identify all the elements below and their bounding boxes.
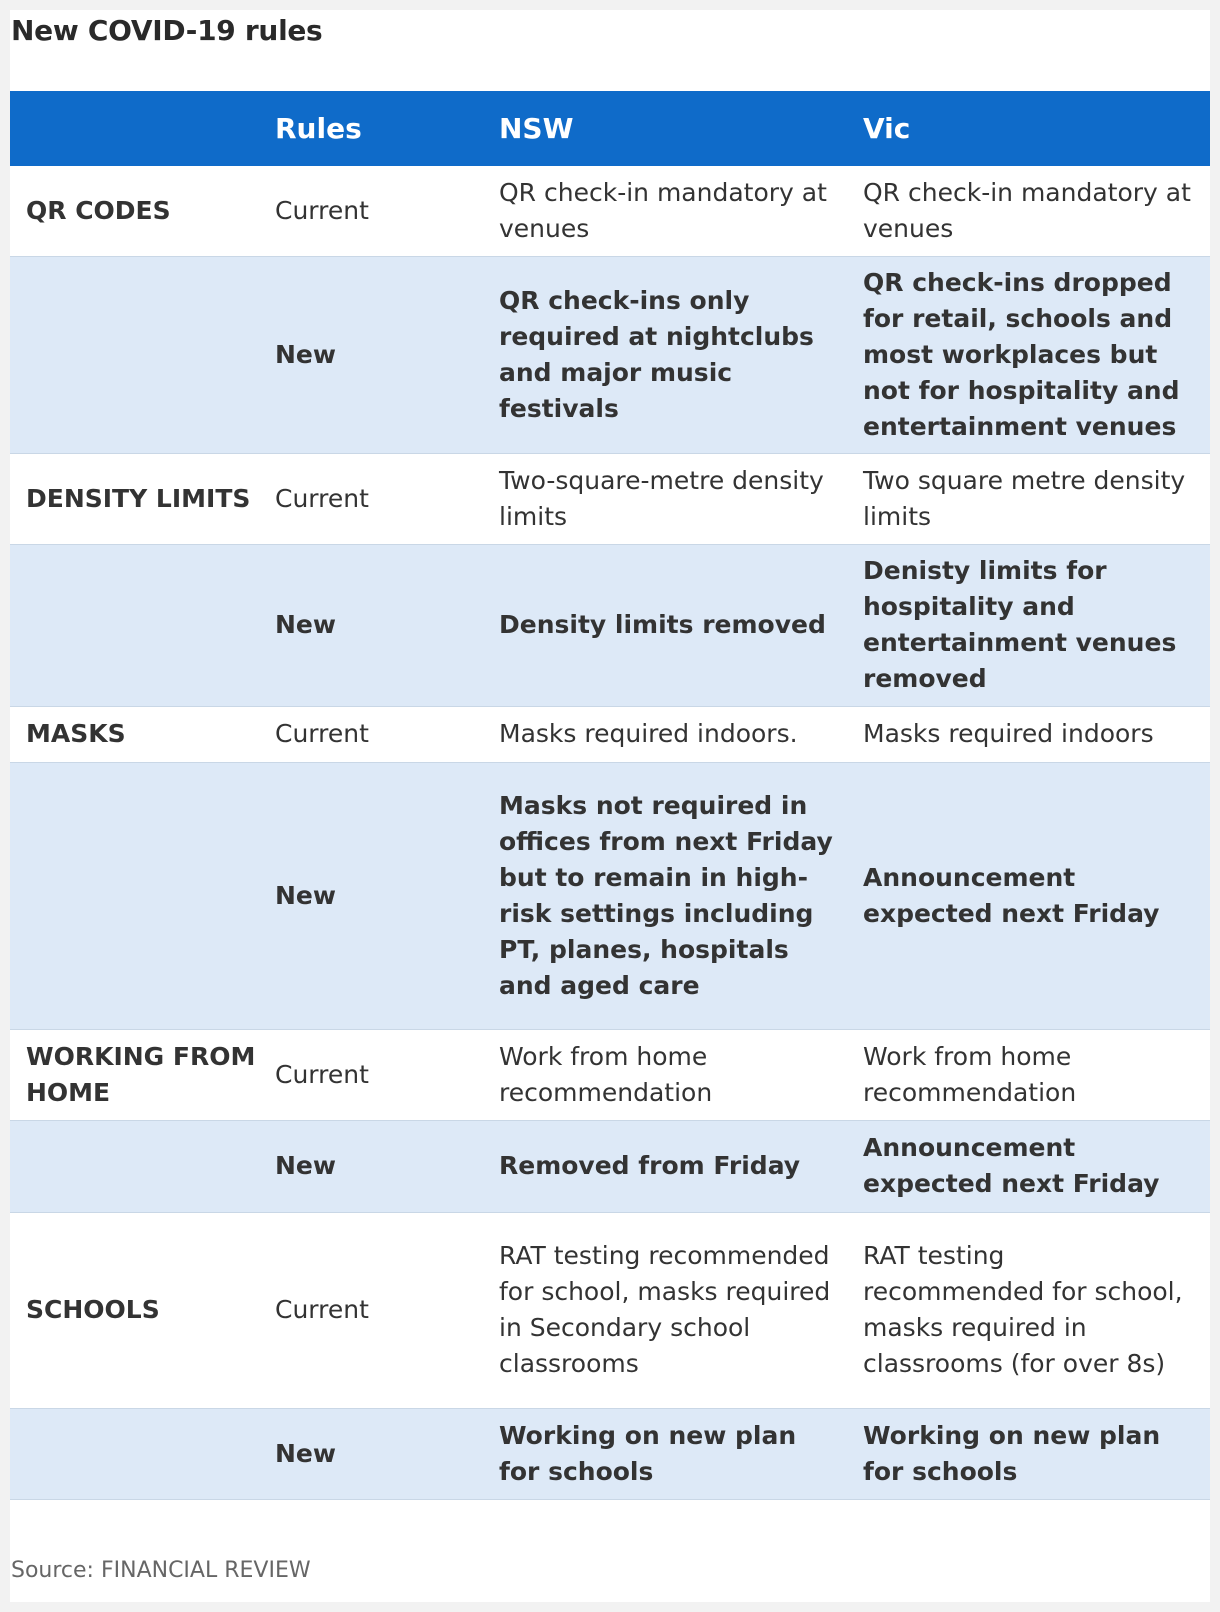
table-row [10,453,1210,544]
topic-cell: DENSITY LIMITS [10,453,275,544]
rule-cell: Current [275,1212,499,1408]
topic-cell [10,1408,275,1499]
header-topic [10,91,275,166]
rule-cell: New [275,1120,499,1212]
nsw-cell: RAT testing recommended for school, masks required in Secondary school classrooms [499,1212,863,1408]
vic-cell: Work from home recommendation [863,1029,1210,1120]
vic-cell: Denisty limits for hospitality and entertainment venues removed [863,544,1210,706]
vic-cell: Announcement expected next Friday [863,762,1210,1029]
table-row [10,706,1210,762]
rule-cell: Current [275,1029,499,1120]
topic-cell [10,1120,275,1212]
rule-cell: New [275,762,499,1029]
rule-cell: Current [275,453,499,544]
nsw-cell: Two-square-metre density limits [499,453,863,544]
header-nsw: NSW [499,91,863,166]
topic-cell: WORKING FROM HOME [10,1029,275,1120]
vic-cell: Masks required indoors [863,706,1210,762]
table-row [10,1212,1210,1408]
nsw-cell: QR check-in mandatory at venues [499,166,863,256]
vic-cell: Two square metre density limits [863,453,1210,544]
nsw-cell: Working on new plan for schools [499,1408,863,1499]
table-row [10,256,1210,453]
header-vic: Vic [863,91,1210,166]
topic-cell [10,256,275,453]
rules-table [10,91,1210,1500]
table-row [10,1408,1210,1499]
nsw-cell: Removed from Friday [499,1120,863,1212]
nsw-cell: Masks not required in offices from next Friday but to remain in high-risk settings including PT, planes, hospitals and aged care [499,762,863,1029]
table-row [10,1029,1210,1120]
nsw-cell: Density limits removed [499,544,863,706]
vic-cell: RAT testing recommended for school, masks required in classrooms (for over 8s) [863,1212,1210,1408]
nsw-cell: QR check-ins only required at nightclubs and major music festivals [499,256,863,453]
vic-cell: QR check-in mandatory at venues [863,166,1210,256]
table-row [10,1120,1210,1212]
topic-cell: QR CODES [10,166,275,256]
covid-rules-card [10,10,1210,1602]
page-title: New COVID-19 rules [11,14,323,47]
topic-cell: SCHOOLS [10,1212,275,1408]
topic-cell [10,544,275,706]
table-header-row [10,91,1210,166]
topic-cell: MASKS [10,706,275,762]
rule-cell: New [275,256,499,453]
table-row [10,762,1210,1029]
source-credit: Source: FINANCIAL REVIEW [11,1558,311,1583]
table-row [10,544,1210,706]
vic-cell: Announcement expected next Friday [863,1120,1210,1212]
nsw-cell: Masks required indoors. [499,706,863,762]
rule-cell: New [275,544,499,706]
header-rules: Rules [275,91,499,166]
vic-cell: QR check-ins dropped for retail, schools and most workplaces but not for hospitality and entertainment venues [863,256,1210,453]
rule-cell: New [275,1408,499,1499]
rule-cell: Current [275,166,499,256]
table-row [10,166,1210,256]
nsw-cell: Work from home recommendation [499,1029,863,1120]
vic-cell: Working on new plan for schools [863,1408,1210,1499]
topic-cell [10,762,275,1029]
rule-cell: Current [275,706,499,762]
